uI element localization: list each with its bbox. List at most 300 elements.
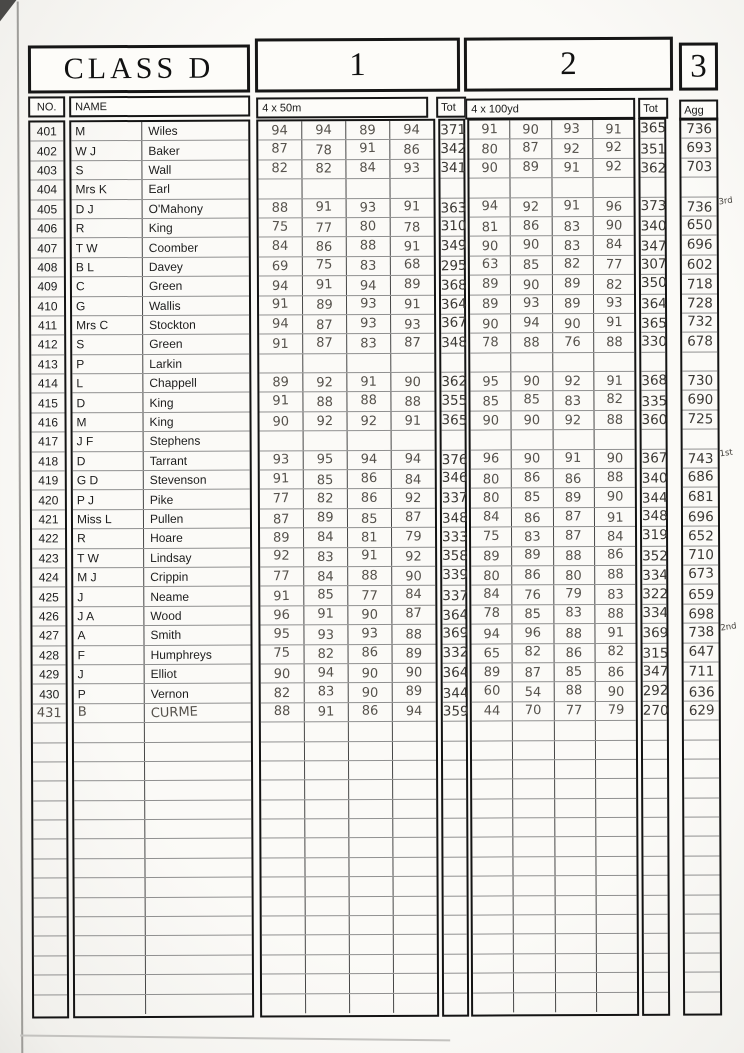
total-cell — [641, 197, 667, 216]
competitor-initials: R — [75, 221, 85, 236]
score-cell — [393, 644, 436, 663]
table-row — [443, 799, 466, 818]
table-row — [682, 195, 734, 217]
total-cell — [441, 256, 467, 275]
score-cell — [514, 915, 555, 934]
competitor-initials-cell — [75, 898, 146, 917]
handwritten-total: 371 — [440, 122, 467, 139]
table-row — [75, 897, 252, 917]
handwritten-total: 681 — [687, 488, 714, 505]
score-cell — [261, 684, 305, 703]
score-cell — [554, 721, 595, 740]
score-cell — [259, 335, 303, 354]
handwritten-score: 84 — [359, 160, 377, 177]
score-cell — [596, 857, 636, 876]
handwritten-score: 93 — [522, 295, 540, 312]
section-1-label: 1 — [349, 46, 366, 83]
row-number-cell — [31, 336, 64, 355]
table-row — [443, 780, 466, 799]
total-cell — [642, 585, 668, 604]
handwritten-score: 93 — [605, 295, 623, 311]
total-cell — [441, 314, 467, 333]
total-cell — [444, 935, 467, 953]
score-cell — [511, 237, 552, 256]
table-row — [32, 433, 65, 453]
total-cell — [442, 528, 468, 547]
handwritten-total: 292 — [642, 681, 669, 699]
competitor-initials-cell — [75, 975, 146, 994]
score-cell — [261, 761, 305, 780]
table-row — [443, 857, 466, 876]
row-number: 416 — [37, 415, 59, 430]
score-cell — [350, 993, 394, 1013]
handwritten-score: 69 — [271, 259, 289, 275]
score-cell — [348, 586, 392, 605]
table-row — [640, 139, 667, 158]
score-cell — [260, 470, 304, 489]
table-row — [259, 295, 434, 315]
table-row — [32, 568, 65, 588]
competitor-initials-cell — [74, 820, 145, 839]
handwritten-score: 84 — [482, 508, 500, 525]
handwritten-score: 83 — [359, 258, 377, 275]
table-row — [443, 741, 466, 760]
total-cell — [643, 798, 667, 816]
table-row — [32, 510, 65, 530]
score-cell — [511, 353, 552, 372]
table-row — [34, 917, 67, 937]
score-cell — [302, 140, 346, 159]
competitor-surname: Crippin — [150, 569, 189, 585]
row-number: 413 — [37, 357, 58, 372]
handwritten-score: 86 — [523, 469, 541, 486]
score-cell — [473, 896, 514, 915]
table-row — [681, 178, 716, 198]
row-number: 406 — [37, 221, 58, 236]
handwritten-score: 82 — [315, 161, 333, 177]
score-cell — [552, 217, 593, 236]
score-cell — [595, 527, 635, 546]
competitor-surname: Smith — [150, 628, 182, 643]
score-cell — [303, 296, 347, 315]
table-row — [33, 820, 66, 840]
table-row — [261, 780, 436, 800]
competitor-initials: M J — [77, 570, 97, 585]
table-row — [470, 372, 634, 392]
table-row — [683, 565, 718, 585]
score-cell — [511, 314, 552, 333]
score-cell — [393, 761, 436, 780]
handwritten-score: 84 — [483, 586, 500, 602]
table-row — [471, 605, 635, 625]
score-cell — [513, 605, 554, 624]
handwritten-total: 367 — [440, 314, 468, 332]
handwritten-score: 76 — [524, 587, 541, 604]
table-row — [442, 431, 465, 450]
score-cell — [303, 199, 347, 218]
score-cell — [390, 179, 433, 198]
score-cell — [472, 683, 513, 702]
table-row — [31, 297, 64, 317]
competitor-initials: Miss L — [76, 512, 112, 527]
table-row — [682, 294, 717, 314]
handwritten-score: 431 — [36, 705, 62, 722]
competitor-surname-cell — [142, 122, 248, 141]
agg-cell — [685, 973, 720, 992]
score-cell — [512, 547, 553, 566]
handwritten-score: 88 — [405, 627, 423, 643]
score-cell — [514, 818, 555, 837]
total-cell — [441, 411, 467, 430]
row-number: 405 — [37, 202, 58, 217]
total-cell — [640, 158, 666, 177]
score-cell — [471, 431, 512, 450]
table-row — [470, 294, 634, 314]
agg-cell — [684, 798, 719, 817]
competitor-surname: Wiles — [148, 124, 178, 139]
table-row — [258, 121, 433, 141]
handwritten-score: 91 — [317, 607, 335, 623]
score-cell — [260, 528, 304, 547]
table-row — [441, 528, 468, 547]
table-row — [32, 413, 65, 433]
score-cell — [262, 994, 306, 1014]
score-cell — [513, 624, 554, 643]
handwritten-score: 93 — [404, 317, 421, 333]
competitor-initials-cell — [71, 122, 142, 141]
handwritten-total: 362 — [640, 160, 667, 177]
match2-column-header — [465, 98, 635, 120]
table-row — [261, 702, 436, 722]
score-cell — [553, 314, 594, 333]
competitor-initials: P — [76, 357, 85, 372]
competitor-surname-cell — [145, 703, 251, 722]
total-cell — [641, 333, 667, 352]
total-cell — [443, 838, 466, 856]
score-cell — [262, 974, 306, 993]
score-cell — [258, 179, 302, 198]
score-cell — [304, 412, 348, 431]
table-row — [443, 760, 466, 779]
competitor-initials: Mrs C — [76, 318, 109, 333]
score-cell — [347, 257, 391, 276]
score-cell — [471, 528, 512, 547]
score-cell — [555, 876, 596, 895]
table-row — [682, 391, 717, 411]
score-cell — [394, 935, 437, 954]
handwritten-score: 80 — [565, 568, 583, 584]
row-number: 420 — [38, 492, 59, 508]
total-cell — [441, 334, 467, 353]
handwritten-score: 83 — [606, 587, 624, 603]
competitor-surname-cell — [143, 238, 249, 257]
table-row — [640, 120, 667, 139]
total-cell — [644, 973, 668, 991]
table-row — [33, 685, 66, 705]
score-cell — [595, 605, 635, 624]
competitor-initials: M — [75, 124, 86, 139]
handwritten-total: 711 — [688, 663, 715, 680]
handwritten-score: 94 — [317, 665, 335, 681]
score-cell — [596, 740, 636, 759]
row-number-cell — [32, 491, 65, 510]
score-cell — [552, 236, 593, 255]
table-row — [441, 392, 468, 411]
score-cell — [513, 663, 554, 682]
table-row — [259, 373, 434, 393]
handwritten-score: 92 — [604, 159, 622, 176]
table-row — [440, 140, 467, 159]
row-number-cell — [31, 374, 64, 393]
handwritten-score: 65 — [483, 646, 501, 662]
competitor-surname-cell — [146, 975, 252, 994]
score-cell — [392, 567, 435, 586]
handwritten-score: 90 — [405, 568, 423, 585]
handwritten-score: 91 — [563, 160, 581, 177]
score-cell — [349, 722, 393, 741]
table-row — [440, 179, 463, 198]
agg-cell — [682, 255, 717, 274]
handwritten-score: 90 — [523, 373, 541, 390]
score-cell — [513, 741, 554, 760]
competitor-surname-cell — [145, 723, 251, 742]
competitor-initials-cell — [75, 956, 146, 975]
agg-cell — [684, 701, 719, 720]
score-cell — [554, 644, 595, 663]
table-row — [642, 566, 669, 585]
score-cell — [392, 431, 435, 450]
total-cell — [443, 722, 466, 740]
table-row — [684, 662, 719, 682]
handwritten-score: 89 — [273, 530, 290, 546]
score-cell — [594, 411, 634, 430]
score-cell — [552, 120, 593, 139]
row-number-cell — [33, 782, 66, 801]
competitor-initials: R — [77, 531, 86, 546]
handwritten-score: 93 — [317, 627, 335, 643]
total-cell — [643, 643, 669, 662]
table-row — [681, 119, 716, 139]
handwritten-score: 90 — [273, 666, 291, 682]
table-row — [685, 973, 720, 993]
agg-cell — [683, 430, 718, 449]
handwritten-score: 85 — [565, 664, 583, 680]
score-cell — [472, 818, 513, 837]
table-row — [683, 488, 718, 508]
table-row — [472, 837, 636, 857]
score-cell — [346, 160, 390, 179]
handwritten-score: 88 — [316, 395, 334, 411]
total-cell — [642, 449, 668, 468]
handwritten-score: 82 — [607, 644, 624, 660]
total-cell — [643, 760, 667, 778]
total-cell — [443, 683, 469, 702]
handwritten-total: 364 — [442, 664, 469, 682]
competitor-initials-cell — [74, 704, 145, 723]
handwritten-score: 88 — [359, 238, 377, 254]
competitor-initials: Mrs K — [75, 182, 107, 197]
score-cell — [472, 702, 513, 721]
handwritten-score: CURME — [150, 704, 199, 722]
score-cell — [304, 451, 348, 470]
score-cell — [554, 663, 595, 682]
score-cell — [347, 373, 391, 392]
row-number: 422 — [38, 531, 59, 546]
handwritten-total: 349 — [440, 237, 467, 254]
score-cell — [304, 509, 348, 528]
table-row — [682, 216, 717, 236]
table-row — [33, 859, 66, 879]
table-row — [261, 858, 436, 878]
table-row — [33, 704, 66, 724]
score-cell — [595, 682, 635, 701]
score-cell — [594, 353, 634, 372]
table-row — [73, 606, 250, 626]
section-2-label: 2 — [560, 45, 577, 82]
score-cell — [470, 392, 511, 411]
score-cell — [594, 449, 634, 468]
table-row — [642, 604, 669, 623]
agg-cell — [681, 119, 716, 138]
competitor-surname: Wall — [148, 162, 172, 177]
row-number: 402 — [36, 143, 57, 159]
handwritten-score: 83 — [523, 529, 541, 545]
competitor-initials: S — [76, 337, 85, 352]
agg-cell — [683, 565, 718, 584]
agg-cell — [684, 837, 719, 856]
agg-cell — [682, 294, 717, 313]
table-row — [682, 313, 717, 333]
total-cell — [643, 721, 667, 739]
handwritten-score: 91 — [271, 296, 290, 313]
handwritten-score: 83 — [564, 238, 581, 254]
table-row — [75, 955, 252, 975]
score-cell — [595, 546, 635, 565]
score-cell — [553, 488, 594, 507]
score-cell — [471, 508, 512, 527]
score-cell — [304, 470, 348, 489]
score-cell — [555, 896, 596, 915]
total-cell — [641, 391, 667, 410]
score-cell — [514, 954, 555, 973]
table-row — [31, 200, 64, 220]
score-cell — [593, 197, 633, 216]
handwritten-score: 87 — [316, 317, 333, 333]
competitor-initials: F — [77, 647, 85, 663]
handwritten-score: 91 — [317, 704, 335, 721]
handwritten-score: 82 — [273, 686, 291, 702]
score-cell — [305, 664, 349, 683]
handwritten-total: 703 — [685, 158, 712, 176]
table-row — [469, 139, 633, 159]
row-number-cell — [31, 316, 64, 335]
handwritten-score: 88 — [565, 683, 583, 699]
table-row — [33, 801, 66, 821]
score-cell — [555, 934, 596, 953]
competitor-initials-cell — [72, 277, 143, 296]
handwritten-score: 91 — [273, 588, 291, 605]
table-row — [261, 761, 436, 781]
score-cell — [472, 838, 513, 857]
handwritten-total: 718 — [686, 276, 713, 294]
handwritten-score: 82 — [605, 277, 623, 293]
table-row — [262, 877, 437, 897]
table-row — [472, 857, 636, 877]
score-cell — [347, 392, 391, 411]
table-row — [31, 316, 64, 336]
match1-column-header — [256, 97, 428, 119]
row-number: 410 — [37, 299, 58, 314]
score-cell — [512, 450, 553, 469]
class-header-box — [28, 45, 250, 94]
table-row — [441, 489, 468, 508]
competitor-surname-cell — [144, 587, 250, 606]
score-cell — [259, 296, 303, 315]
score-cell — [471, 450, 512, 469]
handwritten-score: 75 — [273, 645, 291, 662]
score-cell — [346, 121, 390, 140]
handwritten-score: 86 — [361, 704, 379, 720]
competitor-surname-cell — [146, 878, 252, 897]
class-d-label: CLASS D — [63, 51, 215, 86]
handwritten-total: 344 — [442, 684, 469, 702]
total-cell — [641, 236, 667, 255]
score-cell — [349, 838, 393, 857]
competitor-surname-cell — [146, 936, 252, 955]
score-cell — [261, 800, 305, 819]
score-cell — [473, 954, 514, 973]
score-cell — [348, 431, 392, 450]
score-cell — [349, 703, 393, 722]
table-row — [683, 621, 738, 644]
score-cell — [553, 353, 594, 372]
row-number-cell — [31, 297, 64, 316]
score-cell — [470, 256, 511, 275]
score-cell — [596, 702, 636, 721]
table-row — [683, 469, 718, 489]
score-cell — [391, 295, 434, 314]
table-row — [469, 159, 633, 179]
score-cell — [390, 140, 433, 159]
handwritten-total: 337 — [441, 489, 468, 507]
table-row — [444, 993, 467, 1012]
competitor-initials-cell — [72, 258, 143, 277]
handwritten-score: 90 — [481, 239, 499, 255]
score-cell — [306, 936, 350, 955]
total-cell — [441, 392, 467, 411]
competitor-initials-cell — [73, 413, 144, 432]
no-column — [28, 120, 69, 1018]
score-cell — [261, 858, 305, 877]
table-row — [684, 682, 719, 702]
score-cell — [305, 800, 349, 819]
competitor-initials-cell — [73, 432, 144, 451]
handwritten-score: 93 — [360, 296, 378, 312]
handwritten-score: 90 — [523, 412, 541, 428]
score-cell — [303, 354, 347, 373]
handwritten-score: 89 — [316, 297, 333, 313]
score-cell — [595, 585, 635, 604]
table-row — [33, 762, 66, 782]
table-row — [32, 471, 65, 491]
score-cell — [554, 527, 595, 546]
table-row — [442, 605, 469, 624]
competitor-initials-cell — [74, 762, 145, 781]
agg-cell — [681, 158, 716, 177]
handwritten-score: 91 — [315, 199, 333, 216]
agg-cell — [681, 139, 716, 158]
table-row — [471, 488, 635, 508]
